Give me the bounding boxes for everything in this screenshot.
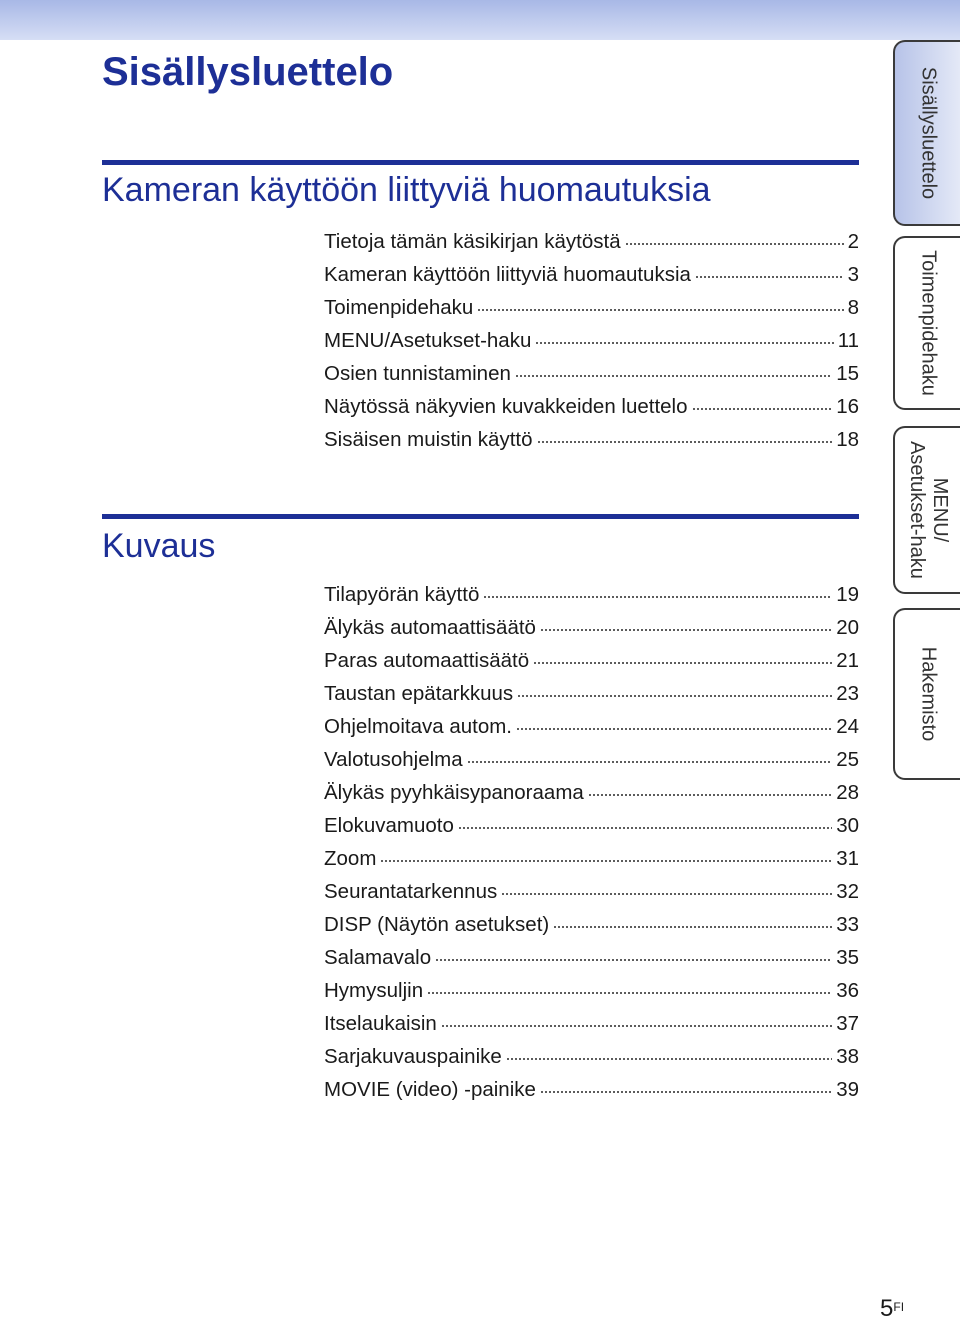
dot-leader xyxy=(477,308,843,312)
toc-entry[interactable] xyxy=(324,842,859,875)
toc-entry[interactable] xyxy=(324,743,859,776)
toc-entry-page: 16 xyxy=(836,395,859,418)
toc-entry-label: Kameran käyttöön liittyviä huomautuksia xyxy=(324,263,691,286)
toc-entry-page: 35 xyxy=(836,946,859,969)
section-rule xyxy=(102,514,859,519)
toc-entry-page: 38 xyxy=(836,1045,859,1068)
toc-entry[interactable] xyxy=(324,644,859,677)
dot-leader xyxy=(483,595,832,599)
dot-leader xyxy=(553,925,832,929)
page-number: $5^{FI}$ xyxy=(880,1295,905,1322)
dot-leader xyxy=(535,341,833,345)
dot-leader xyxy=(540,628,832,632)
tab-label: Toimenpidehaku xyxy=(917,250,939,396)
tab-hakemisto[interactable] xyxy=(893,608,960,780)
toc-entry-label: Ohjelmoitava autom. xyxy=(324,715,513,738)
toc-entry-label: Itselaukaisin xyxy=(324,1012,437,1035)
toc-entry-page: 2 xyxy=(847,230,859,253)
toc-entry-label: Älykäs automaattisäätö xyxy=(324,616,536,639)
dot-leader xyxy=(540,1090,832,1094)
toc-entry[interactable] xyxy=(324,324,859,357)
header-band xyxy=(0,0,960,40)
dot-leader xyxy=(467,760,833,764)
section-heading-huomautuksia: Kameran käyttöön liittyviä huomautuksia xyxy=(102,171,711,209)
dot-leader xyxy=(517,694,832,698)
toc-entry[interactable] xyxy=(324,1040,859,1073)
toc-entry-label: Osien tunnistaminen xyxy=(324,362,511,385)
toc-entry-page: 20 xyxy=(836,616,859,639)
toc-entry[interactable] xyxy=(324,291,859,324)
toc-entry-page: 39 xyxy=(836,1078,859,1101)
tab-sisallysluettelo[interactable] xyxy=(893,40,960,226)
tab-label: MENU/ Asetukset-haku xyxy=(905,441,951,579)
toc-entry-label: DISP (Näytön asetukset) xyxy=(324,913,550,936)
toc-entry-label: Elokuvamuoto xyxy=(324,814,454,837)
toc-entry[interactable] xyxy=(324,710,859,743)
toc-entry-page: 33 xyxy=(836,913,859,936)
toc-entry[interactable] xyxy=(324,677,859,710)
dot-leader xyxy=(692,407,833,411)
toc-entry-page: 8 xyxy=(847,296,859,319)
toc-entry[interactable] xyxy=(324,908,859,941)
toc-entry-page: 23 xyxy=(836,682,859,705)
toc-entry-label: Valotusohjelma xyxy=(324,748,463,771)
dot-leader xyxy=(427,991,832,995)
toc-entry-label: Toimenpidehaku xyxy=(324,296,474,319)
toc-entry-page: 24 xyxy=(836,715,859,738)
toc-entry[interactable] xyxy=(324,611,859,644)
dot-leader xyxy=(537,440,833,444)
toc-entry-page: 18 xyxy=(836,428,859,451)
dot-leader xyxy=(380,859,832,863)
dot-leader xyxy=(506,1057,832,1061)
page-number-suffix: FI xyxy=(893,1300,905,1314)
toc-entry[interactable] xyxy=(324,941,859,974)
toc-entry-label: Älykäs pyyhkäisypanoraama xyxy=(324,781,584,804)
tab-toimenpidehaku[interactable] xyxy=(893,236,960,410)
toc-entry-label: MOVIE (video) -painike xyxy=(324,1078,536,1101)
toc-entry[interactable] xyxy=(324,578,859,611)
toc-entry-label: Taustan epätarkkuus xyxy=(324,682,514,705)
toc-entry-label: Paras automaattisäätö xyxy=(324,649,530,672)
toc-entry[interactable] xyxy=(324,390,859,423)
toc-entry-page: 3 xyxy=(847,263,859,286)
toc-entry-page: 32 xyxy=(836,880,859,903)
tab-label: Hakemisto xyxy=(917,646,939,742)
toc-entry-label: Salamavalo xyxy=(324,946,432,969)
toc-entry-label: Hymysuljin xyxy=(324,979,424,1002)
toc-entry-page: 37 xyxy=(836,1012,859,1035)
toc-entry-page: 15 xyxy=(836,362,859,385)
toc-entry-label: Näytössä näkyvien kuvakkeiden luettelo xyxy=(324,395,688,418)
toc-entry[interactable] xyxy=(324,225,859,258)
toc-entry[interactable] xyxy=(324,1073,859,1106)
toc-entry-page: 21 xyxy=(836,649,859,672)
toc-entry-page: 28 xyxy=(836,781,859,804)
toc-entry-label: Sisäisen muistin käyttö xyxy=(324,428,533,451)
dot-leader xyxy=(501,892,832,896)
toc-entry[interactable] xyxy=(324,875,859,908)
toc-entry[interactable] xyxy=(324,809,859,842)
toc-entry[interactable] xyxy=(324,357,859,390)
toc-entry[interactable] xyxy=(324,423,859,456)
section-rule xyxy=(102,160,859,165)
dot-leader xyxy=(515,374,832,378)
toc-entry-label: Sarjakuvauspainike xyxy=(324,1045,502,1068)
toc-entry[interactable] xyxy=(324,1007,859,1040)
toc-entry[interactable] xyxy=(324,258,859,291)
dot-leader xyxy=(435,958,832,962)
dot-leader xyxy=(695,275,844,279)
toc-entry-label: Seurantatarkennus xyxy=(324,880,498,903)
dot-leader xyxy=(588,793,832,797)
toc-list-kuvaus xyxy=(324,578,859,1106)
toc-entry-page: 36 xyxy=(836,979,859,1002)
tab-label: Sisällysluettelo xyxy=(917,66,939,200)
toc-entry-label: Tilapyörän käyttö xyxy=(324,583,480,606)
toc-entry-page: 11 xyxy=(837,329,859,352)
section-heading-kuvaus: Kuvaus xyxy=(102,527,216,565)
toc-entry[interactable] xyxy=(324,974,859,1007)
toc-entry-label: MENU/Asetukset-haku xyxy=(324,329,532,352)
toc-entry-page: 30 xyxy=(836,814,859,837)
toc-entry-label: Tietoja tämän käsikirjan käytöstä xyxy=(324,230,621,253)
dot-leader xyxy=(533,661,832,665)
tab-menu-asetukset-haku[interactable] xyxy=(893,426,960,594)
dot-leader xyxy=(625,242,844,246)
toc-entry[interactable] xyxy=(324,776,859,809)
toc-entry-page: 25 xyxy=(836,748,859,771)
dot-leader xyxy=(441,1024,832,1028)
dot-leader xyxy=(458,826,832,830)
dot-leader xyxy=(516,727,832,731)
toc-entry-label: Zoom xyxy=(324,847,377,870)
toc-list-huomautuksia xyxy=(324,225,859,456)
page-title: Sisällysluettelo xyxy=(102,50,394,94)
toc-entry-page: 31 xyxy=(836,847,859,870)
toc-entry-page: 19 xyxy=(836,583,859,606)
